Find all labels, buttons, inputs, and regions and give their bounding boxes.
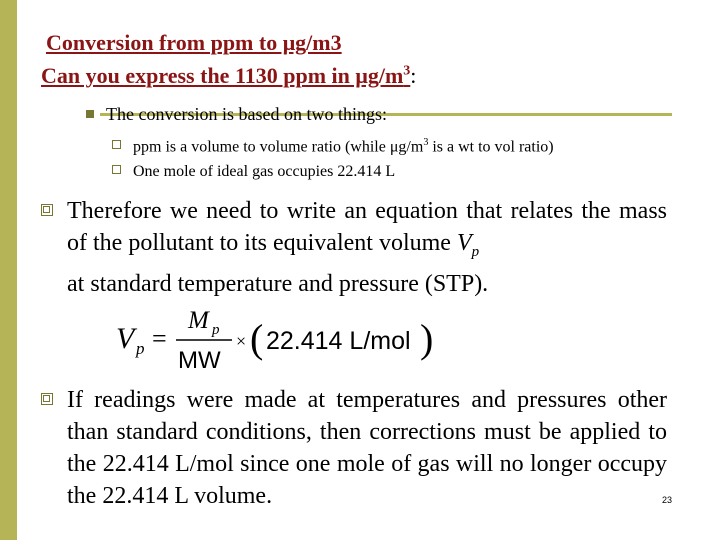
eq-lhs: V [116, 322, 135, 355]
eq-denominator: MW [178, 347, 221, 370]
vp-symbol: $V_p$ [456, 230, 480, 260]
sub-bullet-ppm-text-a: ppm is a volume to volume ratio (while μg/m [133, 138, 424, 156]
eq-times: × [236, 331, 247, 351]
sub-bullet-mole [112, 163, 395, 181]
title-line2-text: Can you express the 1130 ppm in μg/m [41, 63, 404, 88]
sub-bullet-ppm-text-b: is a wt to vol ratio) [428, 138, 554, 156]
conversion-equation [114, 300, 454, 370]
eq-paren-open: ( [250, 316, 264, 361]
eq-numerator-sub: p [212, 322, 220, 338]
paragraph-if-readings-text: If readings were made at temperatures and pressures other than standard conditions, then corrections must be applied to the 22.414 L/mol since one mole of gas will no longer occupy the 22.414 L volume. [67, 387, 667, 509]
page-number: 23 [662, 495, 673, 505]
paragraph-therefore [67, 195, 667, 300]
eq-lhs-sub: p [136, 339, 145, 358]
square-bullet-icon [41, 393, 53, 405]
sub-bullet-mole-text: One mole of ideal gas occupies 22.414 L [133, 163, 396, 180]
eq-paren-close: ) [420, 316, 434, 361]
eq-factor: 22.414 L/mol [266, 327, 411, 355]
slide-title-line1: Conversion from ppm to μg/m3 [46, 30, 342, 55]
sub-bullet-ppm-sup: 3 [423, 137, 429, 148]
eq-numerator: M [188, 307, 209, 334]
title-line2-colon: : [410, 63, 417, 88]
paragraph-therefore-end: at standard temperature and pressure (STP). [67, 270, 489, 297]
slide-title-line2 [41, 63, 416, 89]
bullet-conversion-text: The conversion is based on two things: [106, 104, 387, 124]
sub-bullet-ppm [112, 137, 554, 156]
square-bullet-icon [41, 204, 53, 216]
hollow-square-bullet-icon [112, 140, 121, 149]
title-line2-sup: 3 [403, 63, 411, 79]
hollow-square-bullet-icon [112, 165, 121, 174]
paragraph-therefore-text: Therefore we need to write an equation that relates the mass of the pollutant to its equivalent volume [67, 198, 667, 256]
bullet-conversion [86, 104, 387, 125]
left-accent-bar [0, 0, 17, 540]
filled-square-bullet-icon [86, 110, 94, 118]
eq-equals: = [152, 324, 167, 353]
paragraph-if-readings [67, 384, 667, 512]
